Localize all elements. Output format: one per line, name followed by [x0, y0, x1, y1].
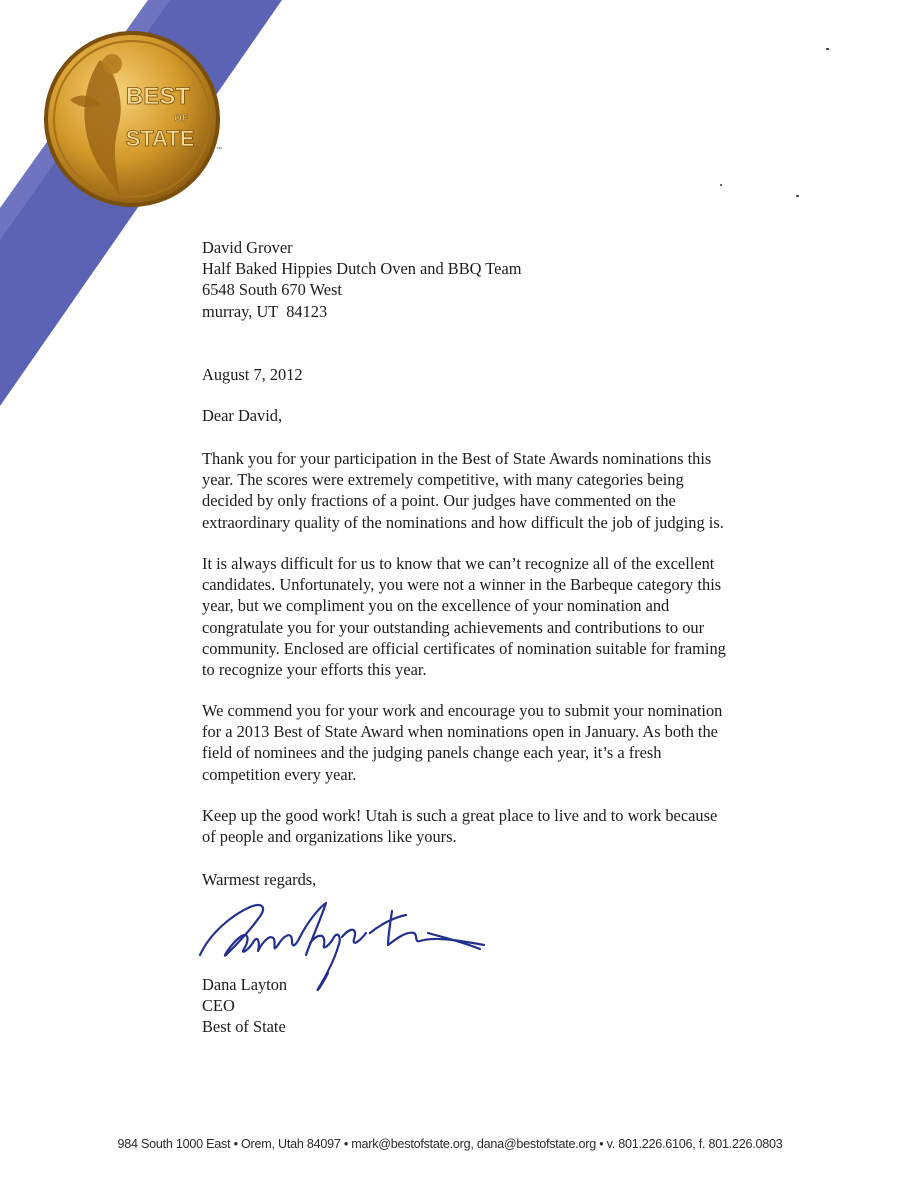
paragraph-line: Thank you for your participation in the Best of State Awards nominations this: [202, 449, 712, 468]
signer-name: Dana Layton: [202, 975, 288, 994]
body-paragraph-4: [202, 805, 802, 847]
paragraph-line: decided by only fractions of a point. Our judges have commented on the: [202, 491, 676, 511]
seal-word-best: BEST: [125, 83, 191, 110]
paragraph-line: community. Enclosed are official certificates of nomination suitable for framing: [202, 638, 726, 658]
paper-speck: [720, 184, 722, 186]
signer-block: [202, 974, 287, 1038]
body-paragraph-3: [202, 700, 802, 785]
recipient-organization: Half Baked Hippies Dutch Oven and BBQ Team: [202, 259, 522, 279]
paragraph-line: We commend you for your work and encourage you to submit your nomination: [202, 701, 723, 720]
paragraph-line: to recognize your efforts this year.: [202, 660, 427, 680]
body-paragraph-1: [202, 448, 802, 533]
salutation: Dear David,: [202, 406, 283, 425]
paragraph-line: year, but we compliment you on the excellence of your nomination and: [202, 596, 670, 616]
recipient-city-state-zip: murray, UT 84123: [202, 301, 328, 321]
signer-organization: Best of State: [202, 1017, 286, 1037]
paragraph-line: for a 2013 Best of State Award when nominations open in January. As both the: [202, 722, 718, 742]
recipient-street: 6548 South 670 West: [202, 280, 342, 300]
trademark-symbol: ™: [216, 147, 222, 153]
paragraph-line: candidates. Unfortunately, you were not a winner in the Barbeque category this: [202, 575, 722, 595]
paragraph-line: field of nominees and the judging panels change each year, it’s a fresh: [202, 743, 662, 763]
paper-speck: [826, 48, 829, 50]
recipient-address: [202, 237, 521, 322]
letter-date: August 7, 2012: [202, 365, 303, 384]
best-of-state-seal-logo: [0, 0, 260, 230]
seal-word-of: OF: [174, 113, 188, 124]
letterhead-footer: 984 South 1000 East • Orem, Utah 84097 • mark@bestofstate.org, dana@bestofstate.org • v. 801.226.6106, f. 801.226.0803: [117, 1137, 783, 1151]
recipient-name: David Grover: [202, 238, 293, 257]
paragraph-line: extraordinary quality of the nominations and how difficult the job of judging is.: [202, 512, 724, 532]
paragraph-line: congratulate you for your outstanding achievements and contributions to our: [202, 617, 705, 637]
closing: Warmest regards,: [202, 870, 317, 889]
paragraph-line: of people and organizations like yours.: [202, 827, 457, 847]
paper-speck: [796, 195, 799, 197]
body-paragraph-2: [202, 553, 802, 680]
paragraph-line: year. The scores were extremely competitive, with many categories being: [202, 470, 684, 490]
paragraph-line: It is always difficult for us to know that we can’t recognize all of the excellent: [202, 554, 715, 573]
paragraph-line: Keep up the good work! Utah is such a great place to live and to work because: [202, 806, 718, 825]
signer-title: CEO: [202, 996, 235, 1016]
paragraph-line: competition every year.: [202, 764, 357, 784]
seal-word-state: STATE: [125, 126, 195, 151]
